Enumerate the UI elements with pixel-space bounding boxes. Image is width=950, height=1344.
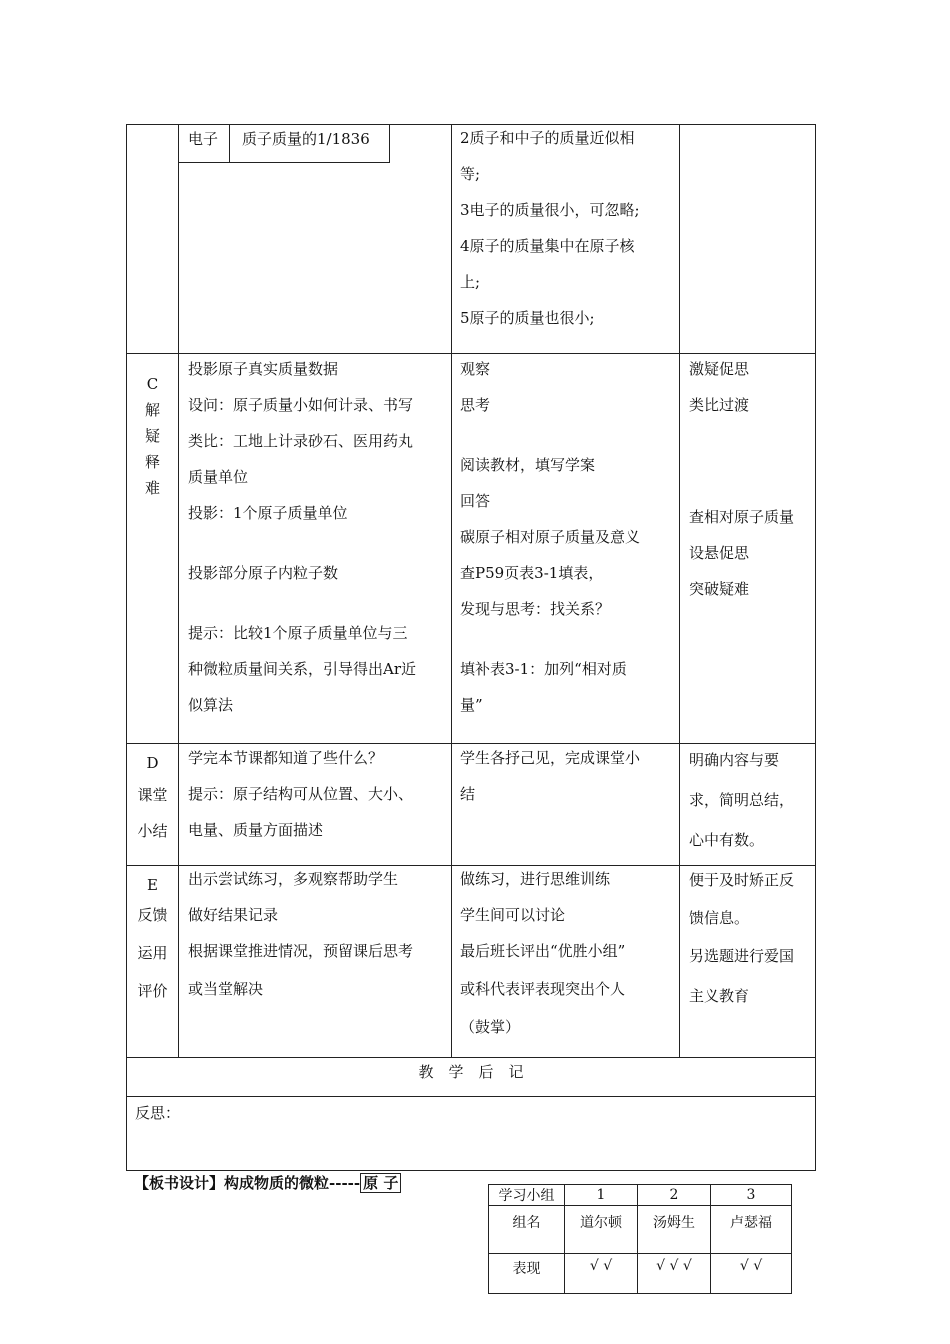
- text-line: 设问：原子质量小如何计录、书写: [188, 396, 414, 414]
- table-row: [489, 1206, 792, 1254]
- stage-label-d: [127, 745, 178, 849]
- c-teacher-cell: [188, 351, 416, 723]
- text-line: 结: [460, 785, 476, 803]
- table-cell: 组名: [489, 1206, 565, 1254]
- text-line: 设悬促思: [689, 544, 750, 562]
- text-line: 种微粒质量间关系，引导得出Ar近: [188, 660, 417, 678]
- table-border-left: [126, 124, 127, 1171]
- board-design-caption: [134, 1172, 401, 1194]
- text-line: 阅读教材，填写学案: [460, 456, 596, 474]
- reflection-label: 反思：: [135, 1104, 181, 1122]
- e-intent-cell: [689, 861, 794, 1017]
- stage-char: 反馈: [137, 906, 168, 924]
- top-student-cell: [460, 120, 640, 336]
- text-line: 突破疑难: [689, 580, 750, 598]
- text-line: [460, 423, 640, 447]
- text-line: 学生各抒己见，完成课堂小: [460, 749, 641, 767]
- stage-char: 难: [144, 479, 160, 497]
- text-line: 投影原子真实质量数据: [188, 360, 339, 378]
- stage-char: 小结: [137, 822, 168, 840]
- text-line: [689, 423, 794, 463]
- stage-char: D: [146, 754, 159, 772]
- table-border-right: [815, 124, 816, 1171]
- text-line: 碳原子相对原子质量及意义: [460, 528, 641, 546]
- table-cell: √ √ √: [638, 1254, 711, 1294]
- text-line: 或当堂解决: [188, 980, 264, 998]
- text-line: [188, 591, 416, 615]
- text-line: 根据课堂推进情况，预留课后思考: [188, 942, 414, 960]
- table-cell: √ √: [565, 1254, 638, 1294]
- text-line: 量”: [460, 696, 483, 714]
- text-line: 另选题进行爱国: [689, 947, 795, 965]
- text-line: 等;: [460, 165, 481, 183]
- stage-char: 课堂: [137, 786, 168, 804]
- column-divider-1: [178, 124, 179, 1057]
- table-row: [489, 1254, 792, 1294]
- stage-char: 释: [144, 453, 160, 471]
- table-cell: 2: [638, 1185, 711, 1206]
- d-teacher-cell: [188, 740, 413, 848]
- c-intent-cell: [689, 351, 794, 607]
- text-line: 类比过渡: [689, 396, 750, 414]
- electron-mass-box-divider: [229, 124, 230, 163]
- board-design-topic: 原 子: [360, 1173, 401, 1193]
- text-line: 3电子的质量很小，可忽略;: [460, 201, 640, 219]
- column-divider-3: [679, 124, 680, 1057]
- text-line: 心中有数。: [689, 831, 765, 849]
- text-line: 做好结果记录: [188, 906, 279, 924]
- study-group-table: [488, 1184, 792, 1294]
- stage-label-e: [127, 866, 178, 1010]
- table-cell: 1: [565, 1185, 638, 1206]
- text-line: 投影部分原子内粒子数: [188, 564, 339, 582]
- text-line: 发现与思考：找关系？: [460, 600, 611, 618]
- text-line: 馈信息。: [689, 909, 750, 927]
- text-line: 学完本节课都知道了些什么？: [188, 749, 384, 767]
- text-line: [188, 531, 416, 555]
- table-cell: √ √: [711, 1254, 792, 1294]
- text-line: 主义教育: [689, 987, 750, 1005]
- text-line: [689, 463, 794, 499]
- text-line: 出示尝试练习，多观察帮助学生: [188, 870, 399, 888]
- stage-label-c: [127, 371, 178, 501]
- column-divider-2: [451, 124, 452, 1057]
- text-line: 填补表3-1：加列“相对质: [460, 660, 627, 678]
- text-line: [460, 627, 640, 651]
- text-line: 明确内容与要: [689, 751, 780, 769]
- row-divider-postscript: [126, 1057, 816, 1058]
- text-line: 做练习，进行思维训练: [460, 870, 611, 888]
- text-line: 5原子的质量也很小;: [460, 309, 595, 327]
- text-line: 上;: [460, 273, 481, 291]
- table-cell: 学习小组: [489, 1185, 565, 1206]
- text-line: 似算法: [188, 696, 234, 714]
- text-line: 4原子的质量集中在原子核: [460, 237, 635, 255]
- table-row: [489, 1185, 792, 1206]
- d-intent-cell: [689, 740, 794, 860]
- text-line: 电量、质量方面描述: [188, 821, 324, 839]
- e-student-cell: [460, 861, 625, 1047]
- text-line: 思考: [460, 396, 491, 414]
- text-line: 观察: [460, 360, 491, 378]
- text-line: 学生间可以讨论: [460, 906, 566, 924]
- table-cell: 道尔顿: [565, 1206, 638, 1254]
- text-line: 回答: [460, 492, 491, 510]
- text-line: 或科代表评表现突出个人: [460, 980, 626, 998]
- text-line: 类比：工地上计录砂石、医用药丸: [188, 432, 414, 450]
- stage-char: 疑: [144, 427, 160, 445]
- text-line: 查相对原子质量: [689, 508, 795, 526]
- text-line: 查P59页表3-1填表，: [460, 564, 604, 582]
- table-border-bottom: [126, 1170, 816, 1171]
- stage-char: E: [147, 876, 158, 894]
- text-line: 提示：原子结构可从位置、大小、: [188, 785, 414, 803]
- c-student-cell: [460, 351, 640, 723]
- postscript-heading: 教 学 后 记: [418, 1063, 524, 1081]
- row-divider-reflection: [126, 1096, 816, 1097]
- d-student-cell: [460, 740, 640, 812]
- electron-label: 电子: [188, 130, 219, 148]
- text-line: 2质子和中子的质量近似相: [460, 129, 635, 147]
- text-line: （鼓掌）: [460, 1018, 521, 1036]
- text-line: 求，简明总结，: [689, 791, 795, 809]
- text-line: 质量单位: [188, 468, 249, 486]
- table-cell: 3: [711, 1185, 792, 1206]
- electron-mass-value: 质子质量的1/1836: [242, 130, 370, 148]
- text-line: 投影：1个原子质量单位: [188, 504, 348, 522]
- text-line: 便于及时矫正反: [689, 871, 795, 889]
- stage-char: 解: [144, 401, 160, 419]
- text-line: 激疑促思: [689, 360, 750, 378]
- table-cell: 卢瑟福: [711, 1206, 792, 1254]
- stage-char: 运用: [137, 944, 168, 962]
- text-line: 最后班长评出“优胜小组”: [460, 942, 626, 960]
- e-teacher-cell: [188, 861, 413, 1009]
- stage-char: C: [146, 375, 159, 393]
- table-cell: 汤姆生: [638, 1206, 711, 1254]
- table-cell: 表现: [489, 1254, 565, 1294]
- board-design-title: 【板书设计】构成物质的微粒-----: [134, 1174, 361, 1192]
- text-line: 提示：比较1个原子质量单位与三: [188, 624, 408, 642]
- stage-char: 评价: [137, 982, 168, 1000]
